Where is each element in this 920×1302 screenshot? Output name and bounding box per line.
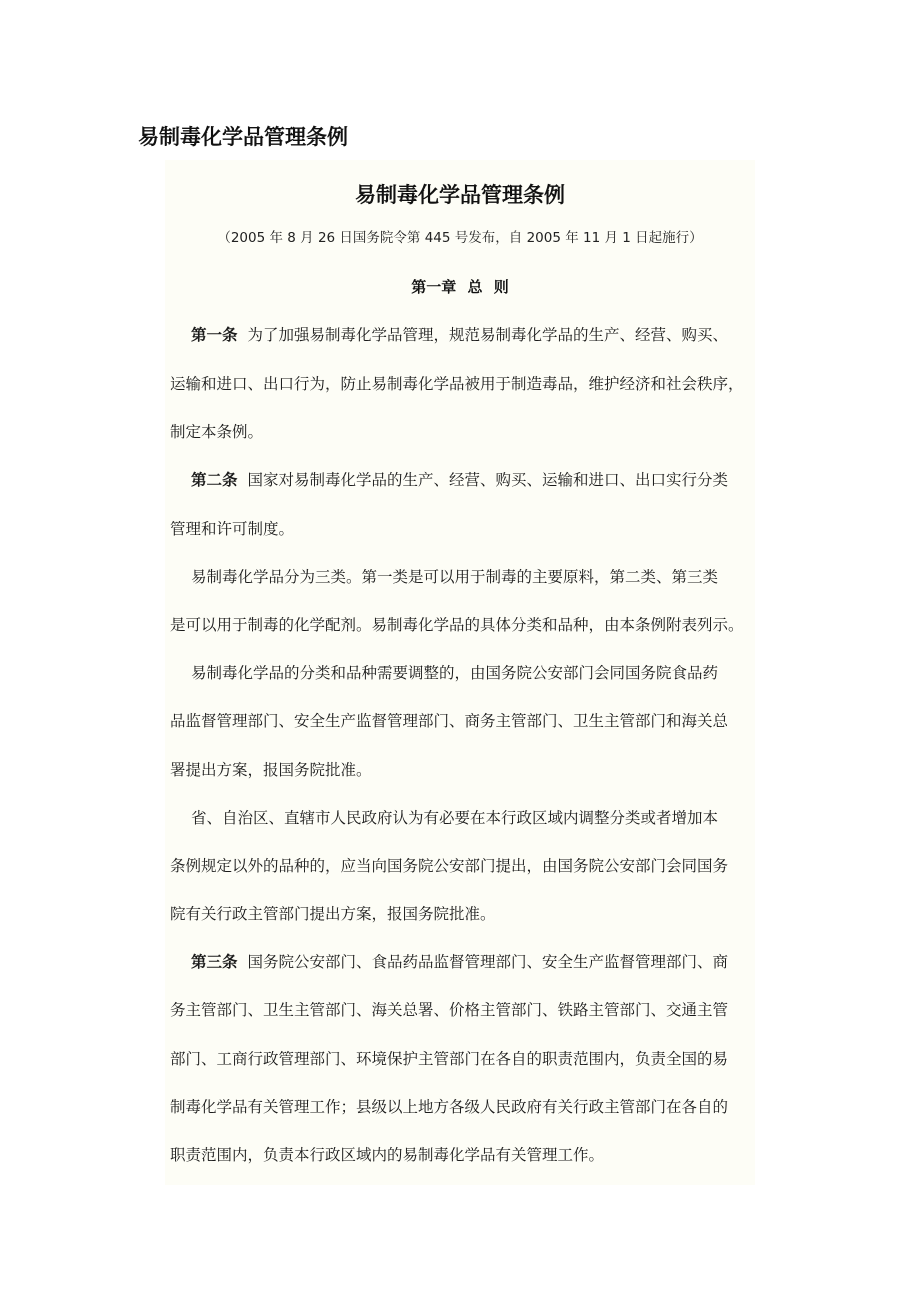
paragraph-line: 易制毒化学品的分类和品种需要调整的，由国务院公安部门会同国务院食品药 [191,664,719,682]
paragraph-line: 制定本条例。 [170,423,264,441]
article-label: 第二条 [191,471,238,489]
paragraph-line: 职责范围内，负责本行政区域内的易制毒化学品有关管理工作。 [170,1146,605,1164]
paragraph-line: 易制毒化学品分为三类。第一类是可以用于制毒的主要原料，第二类、第三类 [191,568,719,586]
article-2-line-1 [191,468,728,492]
paragraph-line: 署提出方案，报国务院批准。 [170,761,372,779]
article-label: 第三条 [191,953,238,971]
article-1-line-1 [191,323,728,347]
paragraph-line: 是可以用于制毒的化学配剂。易制毒化学品的具体分类和品种，由本条例附表列示。 [170,616,744,634]
paragraph-line: 条例规定以外的品种的，应当向国务院公安部门提出，由国务院公安部门会同国务 [170,857,729,875]
paragraph-line: 省、自治区、直辖市人民政府认为有必要在本行政区域内调整分类或者增加本 [191,809,719,827]
page-heading: 易制毒化学品管理条例 [138,125,348,149]
paragraph-line: 务主管部门、卫生主管部门、海关总署、价格主管部门、铁路主管部门、交通主管 [170,1001,729,1019]
chapter-title: 第一章 总 则 [411,278,509,296]
article-3-line-1 [191,950,728,974]
paragraph-line: 品监督管理部门、安全生产监督管理部门、商务主管部门、卫生主管部门和海关总 [170,712,729,730]
paragraph-line: 制毒化学品有关管理工作；县级以上地方各级人民政府有关行政主管部门在各自的 [170,1098,729,1116]
paragraph-text: 为了加强易制毒化学品管理，规范易制毒化学品的生产、经营、购买、 [247,326,729,344]
document-title: 易制毒化学品管理条例 [355,183,565,207]
document-subtitle: （2005 年 8 月 26 日国务院令第 445 号发布，自 2005 年 11 月 1 日起施行） [217,230,703,246]
paragraph-text: 国务院公安部门、食品药品监督管理部门、安全生产监督管理部门、商 [247,953,729,971]
paragraph-line: 运输和进口、出口行为，防止易制毒化学品被用于制造毒品，维护经济和社会秩序， [170,375,744,393]
paragraph-line: 部门、工商行政管理部门、环境保护主管部门在各自的职责范围内，负责全国的易 [170,1050,729,1068]
paragraph-line: 管理和许可制度。 [170,520,295,538]
paragraph-text: 国家对易制毒化学品的生产、经营、购买、运输和进口、出口实行分类 [247,471,729,489]
paragraph-line: 院有关行政主管部门提出方案，报国务院批准。 [170,905,496,923]
article-label: 第一条 [191,326,238,344]
